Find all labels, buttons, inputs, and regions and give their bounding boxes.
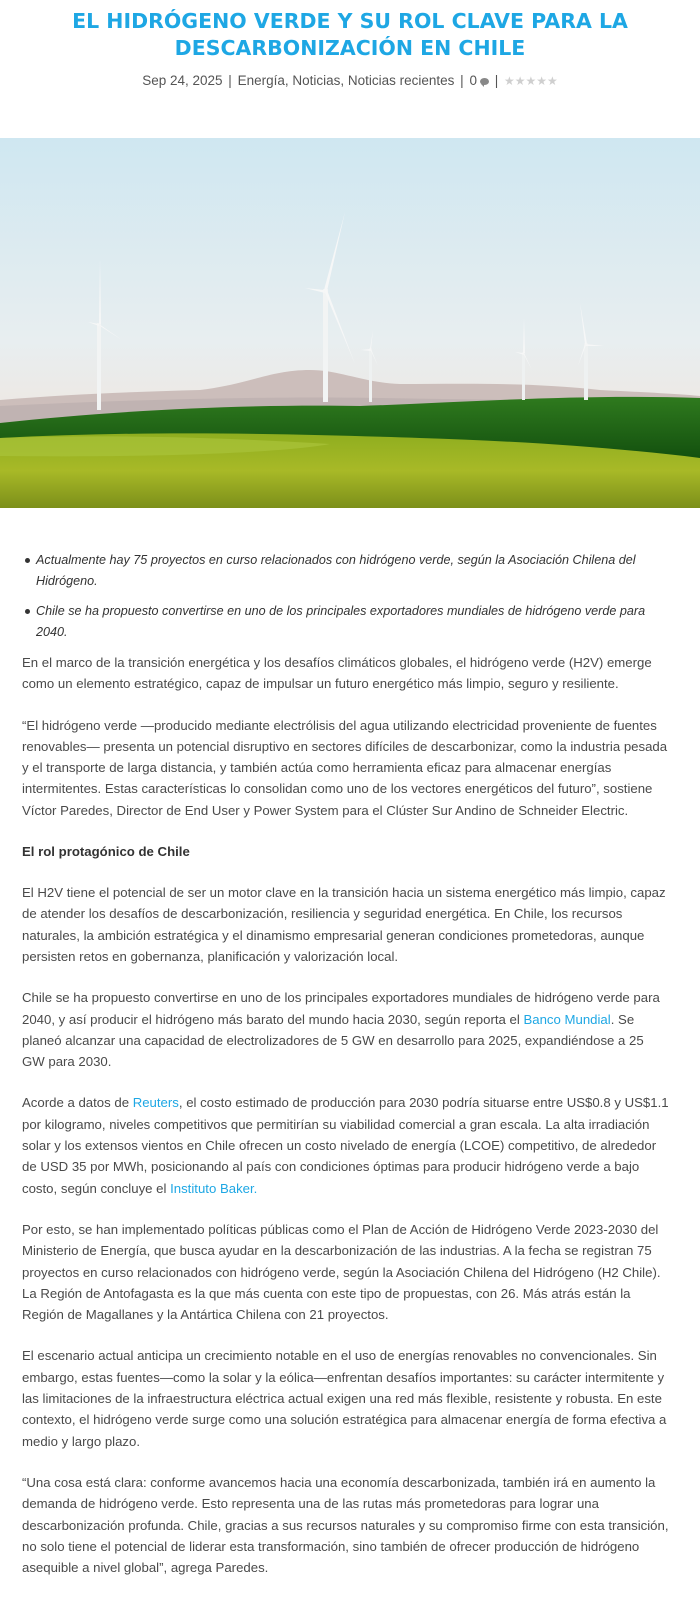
meta-separator: | — [228, 73, 232, 88]
meta-separator: | — [494, 73, 499, 88]
list-item: Actualmente hay 75 proyectos en curso relacionados con hidrógeno verde, según la Asociación Chilena del Hidrógeno. — [22, 550, 670, 592]
reuters-link[interactable]: Reuters — [132, 1095, 179, 1111]
banco-mundial-link[interactable]: Banco Mundial — [523, 1011, 611, 1027]
text-span: , el costo estimado de producción para 2030 podría situarse entre US$0.8 y US$1.1 por kilogramo, niveles competitivos que permitirían su viabilidad comercial a gran escala. La alta irradiación solar y los extensos vientos en Chile ofrecen un costo nivelado de energía (LCOE) competitivo, de alrededor de USD 35 por MWh, posicionando al país con condiciones óptimas para producir hidrógeno verde a bajo costo, según concluye el — [22, 1095, 669, 1196]
paragraph: En el marco de la transición energética y los desafíos climáticos globales, el hidrógeno verde (H2V) emerge como un elemento estratégico, capaz de impulsar un futuro energético más limpio, seguro y resiliente. — [22, 655, 652, 692]
section-heading: El rol protagónico de Chile — [22, 844, 190, 860]
text-span: . Se planeó alcanzar una capacidad de electrolizadores de 5 GW en desarrollo para 2025, expandiéndose a 25 GW para 2030. — [22, 1011, 644, 1070]
text-span: Acorde a datos de — [22, 1095, 133, 1111]
article-body — [22, 550, 670, 1598]
meta-separator: | — [460, 73, 464, 88]
comment-count[interactable]: 0 — [469, 73, 477, 88]
paragraph: “El hidrógeno verde —producido mediante electrólisis del agua utilizando electricidad proveniente de fuentes renovables— presenta un potencial disruptivo en sectores difíciles de descarbonizar, como la industria pesada y el transporte de larga distancia, y también actúa como herramienta eficaz para almacenar energías intermitentes. Estas características lo consolidan como uno de los vectores energéticos del futuro”, sostiene Víctor Paredes, Director de End User y Power System para el Clúster Sur Andino de Schneider Electric. — [22, 717, 668, 818]
paragraph: Por esto, se han implementado políticas públicas como el Plan de Acción de Hidrógeno Verde 2023-2030 del Ministerio de Energía, que busca ayudar en la descarbonización de las industrias. A la fecha se registran 75 proyectos en curso relacionados con hidrógeno verde, según la Asociación Chilena del Hidrógeno (H2 Chile). La Región de Antofagasta es la que más cuenta con este tipo de propuestas, con 26. Más atrás están la Región de Magallanes y la Antártica Chilena con 21 proyectos. — [22, 1221, 661, 1323]
post-meta — [0, 71, 700, 91]
paragraph: El escenario actual anticipa un crecimiento notable en el uso de energías renovables no convencionales. Sin embargo, estas fuentes—como la solar y la eólica—enfrentan desafíos importantes: su carácter intermitente y las limitaciones de la infraestructura eléctrica actual exigen una red más flexible, resistente y robusta. En este contexto, el hidrógeno verde surge como una solución estratégica para almacenar energía de forma efectiva a medio y largo plazo. — [22, 1348, 667, 1449]
comment-icon — [480, 78, 489, 85]
hero-image — [0, 138, 700, 508]
post-categories[interactable]: Energía, Noticias, Noticias recientes — [237, 73, 455, 88]
paragraph: “Una cosa está clara: conforme avancemos hacia una economía descarbonizada, también irá en aumento la demanda de hidrógeno verde. Esto representa una de las rutas más prometedoras para lograr una descarbonización profunda. Chile, gracias a sus recursos naturales y su compromiso firme con esta transición, no solo tiene el potencial de liderar esta transformación, sino también de ofrecer producción de hidrógeno asequible a nivel global”, agrega Paredes. — [22, 1474, 669, 1576]
list-item: Chile se ha propuesto convertirse en uno de los principales exportadores mundiales de hidrógeno verde para 2040. — [22, 601, 670, 643]
highlights-list — [22, 550, 670, 643]
paragraph — [22, 1092, 670, 1198]
paragraph: El H2V tiene el potencial de ser un motor clave en la transición hacia un sistema energético más limpio, capaz de atender los desafíos de descarbonización, resiliencia y seguridad energética. En Chile, los recursos naturales, la ambición estratégica y el dinamismo empresarial generan condiciones prometedoras, aunque persisten retos en gobernanza, planificación y valorización local. — [22, 885, 666, 964]
article-title: EL HIDRÓGENO VERDE Y SU ROL CLAVE PARA LA DESCARBONIZACIÓN EN CHILE — [72, 9, 628, 60]
wind-turbines-image — [0, 138, 700, 508]
star-rating[interactable]: ★★★★★ — [504, 74, 558, 88]
post-date: Sep 24, 2025 — [142, 73, 223, 88]
paragraph — [22, 987, 670, 1072]
article-header — [0, 0, 700, 91]
text-span: Chile se ha propuesto convertirse en uno de los principales exportadores mundiales de hidrógeno verde para 2040, y así producir el hidrógeno más barato del mundo hacia 2030, según reporta el — [22, 990, 660, 1027]
instituto-baker-link[interactable]: Instituto Baker. — [170, 1180, 258, 1196]
